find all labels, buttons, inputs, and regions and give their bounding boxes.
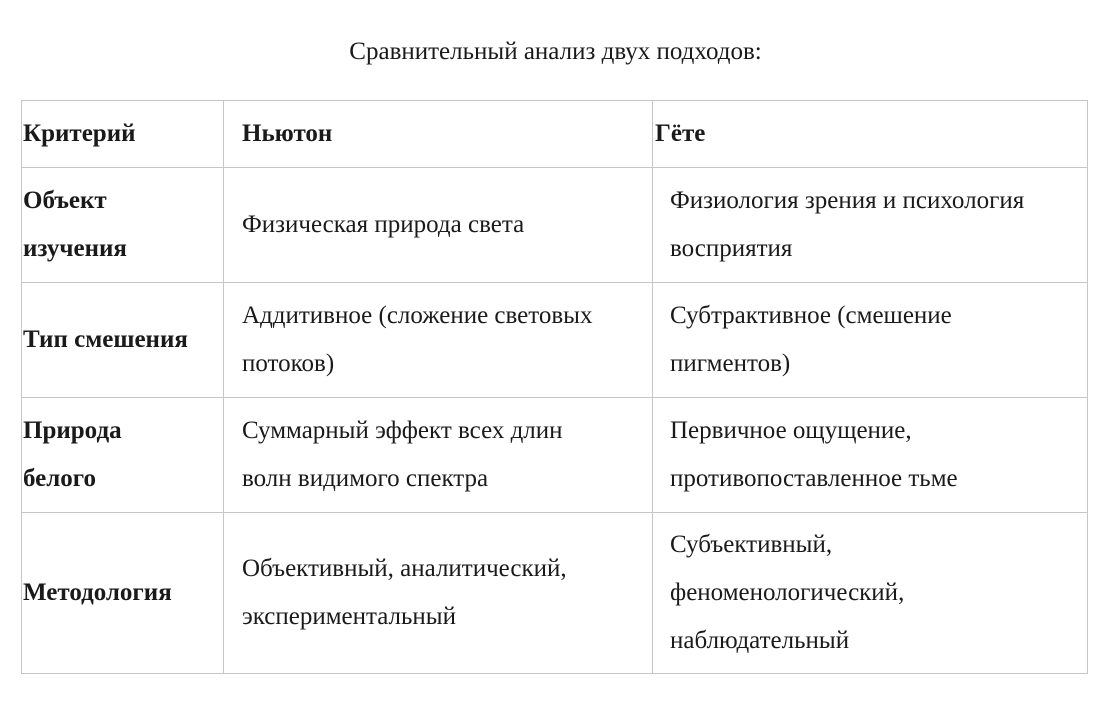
goethe-line: пигментов)	[670, 350, 791, 377]
goethe-cell	[653, 513, 1088, 674]
goethe-line: Субъективный,	[670, 531, 833, 558]
newton-line: Суммарный эффект всех длин	[242, 417, 563, 444]
goethe-line: Субтрактивное (смешение	[670, 302, 952, 329]
goethe-cell	[653, 283, 1088, 398]
newton-cell	[224, 398, 653, 513]
goethe-line: Первичное ощущение,	[670, 417, 912, 444]
criterion-line: изучения	[23, 235, 127, 262]
criterion-cell	[22, 398, 224, 513]
table-row	[22, 283, 1088, 398]
table-row	[22, 168, 1088, 283]
newton-line: экспериментальный	[242, 603, 456, 630]
criterion-line: Объект	[23, 187, 107, 214]
table-header-row	[22, 101, 1088, 168]
newton-cell	[224, 168, 653, 283]
newton-cell	[224, 283, 653, 398]
header-goethe: Гёте	[653, 101, 1088, 168]
goethe-line: восприятия	[670, 235, 793, 262]
newton-line: Физическая природа света	[242, 211, 525, 238]
criterion-line: Методология	[23, 579, 172, 606]
newton-line: потоков)	[242, 350, 335, 377]
header-criterion: Критерий	[22, 101, 224, 168]
goethe-line: Физиология зрения и психология	[670, 187, 1025, 214]
table-row	[22, 513, 1088, 674]
criterion-line: Природа	[23, 417, 122, 444]
criterion-line: белого	[23, 465, 97, 492]
goethe-cell	[653, 168, 1088, 283]
newton-line: Аддитивное (сложение световых	[242, 302, 593, 329]
document-title: Сравнительный анализ двух подходов:	[349, 38, 762, 65]
goethe-line: наблюдательный	[670, 627, 850, 654]
newton-line: волн видимого спектра	[242, 465, 489, 492]
goethe-line: противопоставленное тьме	[670, 465, 958, 492]
newton-cell	[224, 513, 653, 674]
newton-line: Объективный, аналитический,	[242, 555, 567, 582]
table-row	[22, 398, 1088, 513]
criterion-cell	[22, 168, 224, 283]
criterion-line: Тип смешения	[23, 326, 188, 353]
criterion-cell	[22, 283, 224, 398]
header-newton: Ньютон	[224, 101, 653, 168]
criterion-cell	[22, 513, 224, 674]
comparison-table	[21, 100, 1088, 674]
goethe-line: феноменологический,	[670, 579, 905, 606]
goethe-cell	[653, 398, 1088, 513]
